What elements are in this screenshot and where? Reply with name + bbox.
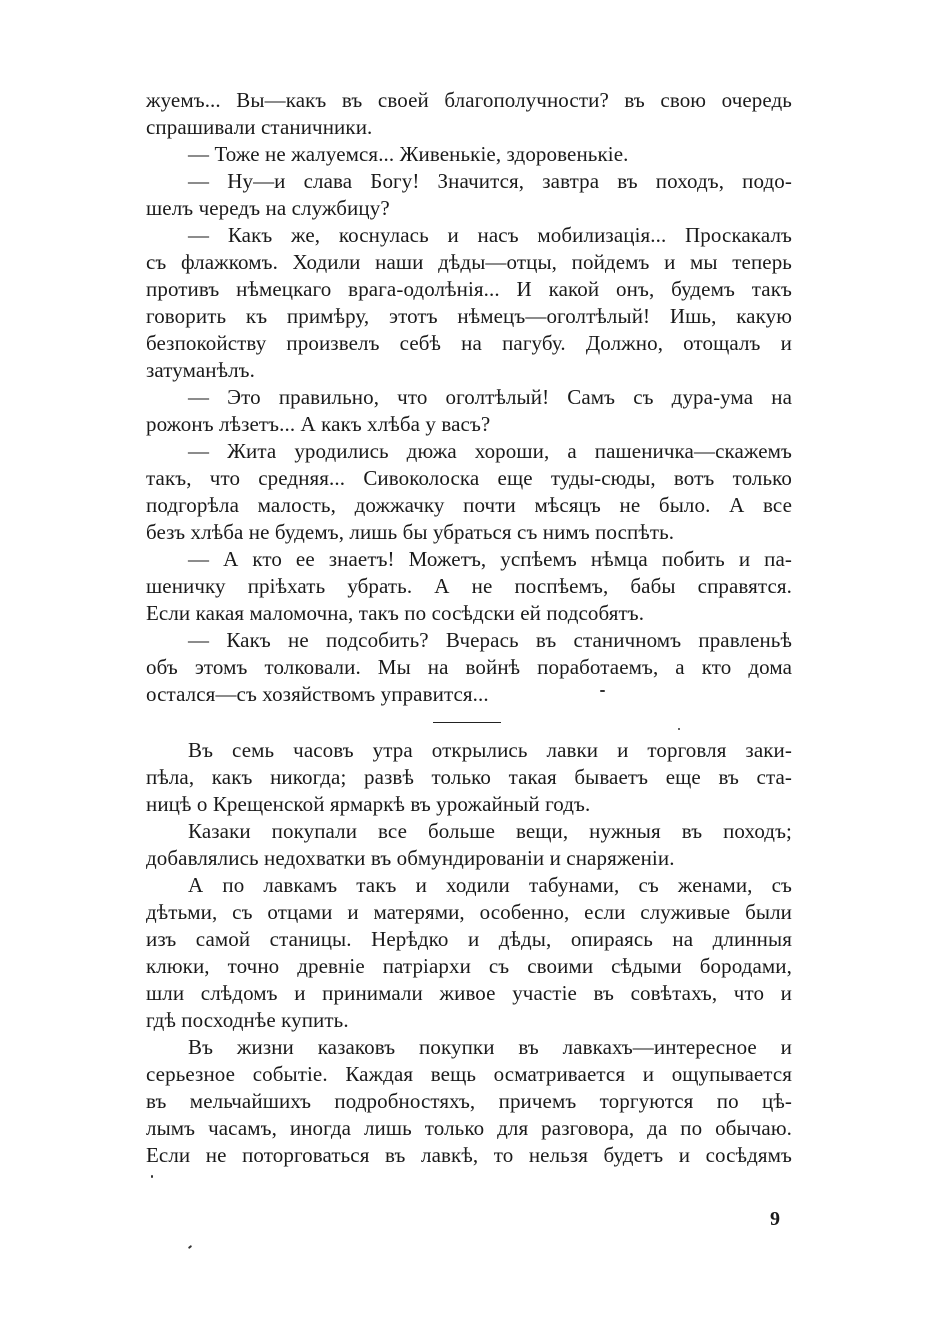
text-line: съ флажкомъ. Ходили наши дѣды—отцы, пойдемъ и мы теперь xyxy=(146,250,792,274)
text-line: серьезное событіе. Каждая вещь осматривается и ощупывается xyxy=(146,1062,792,1086)
text-line: дѣтьми, съ отцами и матерями, особенно, если служивые были xyxy=(146,900,792,924)
text-line: шелъ чередъ на службицу? xyxy=(146,196,390,220)
text-line: подгорѣла малость, дожжачку почти мѣсяцъ не было. А все xyxy=(146,493,792,517)
text-line: А по лавкамъ такъ и ходили табунами, съ женами, съ xyxy=(188,873,792,897)
text-line: Если не поторговаться въ лавкѣ, то нельзя будетъ и сосѣдямъ xyxy=(146,1143,792,1167)
text-line: — Какъ же, коснулась и насъ мобилизація... Проскакалъ xyxy=(188,223,792,247)
text-line: затуманѣлъ. xyxy=(146,358,255,382)
text-line: пѣла, какъ никогда; развѣ только такая бываетъ еще въ ста- xyxy=(146,765,792,789)
text-line: лымъ часамъ, иногда лишь только для разговора, да по обычаю. xyxy=(146,1116,792,1140)
text-line: жуемъ... Вы—какъ въ своей благополучности? въ свою очередь xyxy=(146,88,792,112)
text-line: спрашивали станичники. xyxy=(146,115,373,139)
page-number: 9 xyxy=(770,1208,780,1230)
text-line: объ этомъ толковали. Мы на войнѣ поработаемъ, а кто дома xyxy=(146,655,792,679)
text-line: Казаки покупали все больше вещи, нужныя въ походъ; xyxy=(188,819,792,843)
text-line: остался—съ хозяйствомъ управится... xyxy=(146,682,489,706)
text-line: — Жита уродились дюжа хороши, а пашеничка—скажемъ xyxy=(188,439,792,463)
text-line: Въ семь часовъ утра открылись лавки и торговля заки- xyxy=(188,738,792,762)
text-line: — Это правильно, что оголтѣлый! Самъ съ дура-ума на xyxy=(188,385,792,409)
text-line: такъ, что средняя... Сивоколоска еще туды-сюды, вотъ только xyxy=(146,466,792,490)
text-line: добавлялись недохватки въ обмундированіи и снаряженіи. xyxy=(146,846,675,870)
text-line: — А кто ее знаетъ! Можетъ, успѣемъ нѣмца побить и па- xyxy=(188,547,792,571)
text-line: шеничку пріѣхать убрать. А не поспѣемъ, бабы справятся. xyxy=(146,574,792,598)
text-line: безпокойству произвелъ себѣ на пагубу. Должно, отощалъ и xyxy=(146,331,792,355)
text-line: Если какая маломочна, такъ по сосѣдски ей подсобятъ. xyxy=(146,601,645,625)
text-line: — Какъ не подсобить? Вчерась въ станичномъ правленьѣ xyxy=(188,628,792,652)
scan-speck xyxy=(678,728,680,730)
text-line: говорить къ примѣру, этотъ нѣмецъ—оголтѣлый! Ишь, какую xyxy=(146,304,792,328)
scan-speck xyxy=(151,1175,153,1178)
section-divider xyxy=(433,722,501,723)
text-line: — Ну—и слава Богу! Значится, завтра въ походъ, подо- xyxy=(188,169,792,193)
text-line: шли слѣдомъ и принимали живое участіе въ совѣтахъ, что и xyxy=(146,981,792,1005)
text-line: клюки, точно древніе патріархи съ своими сѣдыми бородами, xyxy=(146,954,792,978)
text-line: безъ хлѣба не будемъ, лишь бы убраться съ нимъ поспѣть. xyxy=(146,520,675,544)
text-line: Въ жизни казаковъ покупки въ лавкахъ—интересное и xyxy=(188,1035,792,1059)
text-line: — Тоже не жалуемся... Живенькіе, здоровенькіе. xyxy=(188,142,629,166)
text-line: ницѣ о Крещенской ярмаркѣ въ урожайный годъ. xyxy=(146,792,591,816)
scan-speck xyxy=(188,1245,192,1249)
text-line: гдѣ посходнѣе купить. xyxy=(146,1008,349,1032)
text-line: рожонъ лѣзетъ... А какъ хлѣба у васъ? xyxy=(146,412,491,436)
text-line: въ мельчайшихъ подробностяхъ, причемъ торгуются по цѣ- xyxy=(146,1089,792,1113)
text-line: противъ нѣмецкаго врага-одолѣнія... И какой онъ, будемъ такъ xyxy=(146,277,792,301)
text-line: изъ самой станицы. Нерѣдко и дѣды, опираясь на длинныя xyxy=(146,927,792,951)
scan-speck xyxy=(600,690,605,692)
